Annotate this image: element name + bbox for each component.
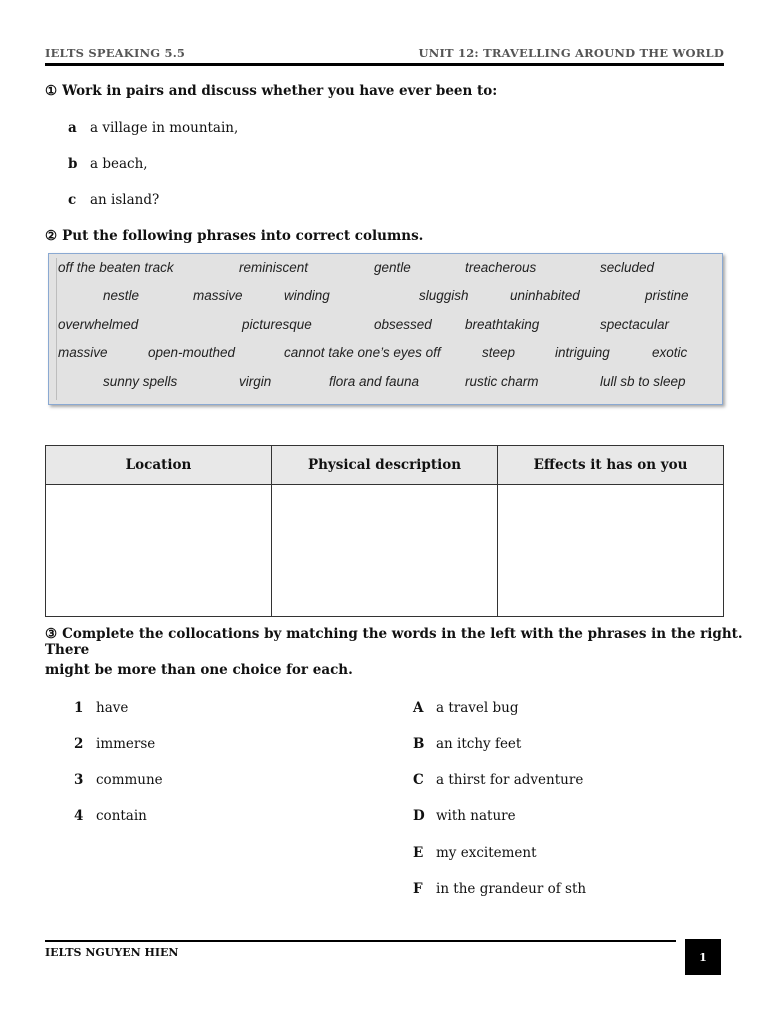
match-number: 2 [74, 736, 84, 752]
match-word: have [96, 700, 129, 716]
phrase: massive [193, 288, 243, 303]
question-3-number: ③ [45, 626, 58, 642]
columns-table [45, 445, 724, 617]
match-phrase: a thirst for adventure [436, 772, 584, 788]
table-cell-effects[interactable] [498, 485, 724, 617]
match-phrase: my excitement [436, 845, 537, 861]
match-word: commune [96, 772, 163, 788]
match-phrase: a travel bug [436, 700, 519, 716]
phrase: uninhabited [510, 288, 580, 303]
phrase: sunny spells [103, 374, 178, 389]
phrase-box [48, 253, 723, 405]
question-1-option-c [68, 192, 159, 208]
phrase: gentle [374, 260, 411, 275]
match-left-item [74, 700, 128, 716]
phrase: intriguing [555, 345, 610, 360]
match-letter: E [413, 845, 424, 861]
question-1-option-b [68, 156, 148, 172]
question-1-number: ① [45, 83, 58, 99]
match-right-item [413, 736, 521, 752]
match-right-item [413, 808, 516, 824]
question-3-text-line1: Complete the collocations by matching the words in the left with the phrases in the right. There [45, 626, 743, 658]
phrase: cannot take one’s eyes off [284, 345, 441, 360]
header-left-title: IELTS SPEAKING 5.5 [45, 46, 186, 60]
footer-divider [45, 940, 676, 942]
option-text: a village in mountain, [90, 120, 239, 136]
match-number: 1 [74, 700, 84, 716]
question-2-title [45, 228, 423, 244]
table-row [46, 485, 724, 617]
match-right-item [413, 845, 537, 861]
match-word: contain [96, 808, 147, 824]
match-right-item [413, 700, 518, 716]
phrase: massive [58, 345, 108, 360]
phrase: picturesque [242, 317, 312, 332]
question-1-text: Work in pairs and discuss whether you have ever been to: [62, 83, 498, 99]
phrase: sluggish [419, 288, 469, 303]
match-letter: D [413, 808, 425, 824]
column-header-effects: Effects it has on you [498, 446, 724, 485]
option-text: a beach, [90, 156, 148, 172]
phrase: steep [482, 345, 516, 360]
phrase: spectacular [600, 317, 670, 332]
table-cell-location[interactable] [46, 485, 272, 617]
option-letter: b [68, 156, 78, 172]
phrase: exotic [652, 345, 688, 360]
question-3-title [45, 626, 768, 658]
match-phrase: an itchy feet [436, 736, 522, 752]
question-1-title [45, 83, 497, 99]
phrase: obsessed [374, 317, 432, 332]
phrase: flora and fauna [329, 374, 420, 389]
phrase: lull sb to sleep [600, 374, 686, 389]
phrase: overwhelmed [58, 317, 139, 332]
phrase: treacherous [465, 260, 537, 275]
match-right-item [413, 772, 583, 788]
column-header-physical-description: Physical description [272, 446, 498, 485]
header-divider [45, 63, 724, 66]
match-number: 4 [74, 808, 84, 824]
phrase: open-mouthed [148, 345, 236, 360]
match-left-item [74, 736, 155, 752]
match-letter: B [413, 736, 425, 752]
match-right-item [413, 881, 586, 897]
option-letter: a [68, 120, 77, 136]
phrase: off the beaten track [58, 260, 174, 275]
match-letter: A [413, 700, 424, 716]
footer-author: IELTS NGUYEN HIEN [45, 946, 179, 959]
option-text: an island? [90, 192, 160, 208]
phrase: secluded [600, 260, 655, 275]
match-phrase: with nature [436, 808, 516, 824]
question-2-text: Put the following phrases into correct columns. [62, 228, 424, 244]
page-number: 1 [685, 939, 721, 975]
phrase: breathtaking [465, 317, 540, 332]
header-unit-title: UNIT 12: TRAVELLING AROUND THE WORLD [418, 46, 724, 60]
match-letter: F [413, 881, 423, 897]
phrase: rustic charm [465, 374, 539, 389]
match-letter: C [413, 772, 424, 788]
option-letter: c [68, 192, 77, 208]
table-header-row [46, 446, 724, 485]
phrase: nestle [103, 288, 140, 303]
phrase: pristine [645, 288, 689, 303]
match-left-item [74, 808, 147, 824]
phrase: virgin [239, 374, 272, 389]
match-number: 3 [74, 772, 84, 788]
match-left-item [74, 772, 163, 788]
question-1-option-a [68, 120, 238, 136]
phrase: winding [284, 288, 330, 303]
match-word: immerse [96, 736, 156, 752]
question-2-number: ② [45, 228, 58, 244]
match-phrase: in the grandeur of sth [436, 881, 587, 897]
table-cell-physical-description[interactable] [272, 485, 498, 617]
phrase: reminiscent [239, 260, 309, 275]
column-header-location: Location [46, 446, 272, 485]
question-3-text-line2: might be more than one choice for each. [45, 662, 353, 678]
